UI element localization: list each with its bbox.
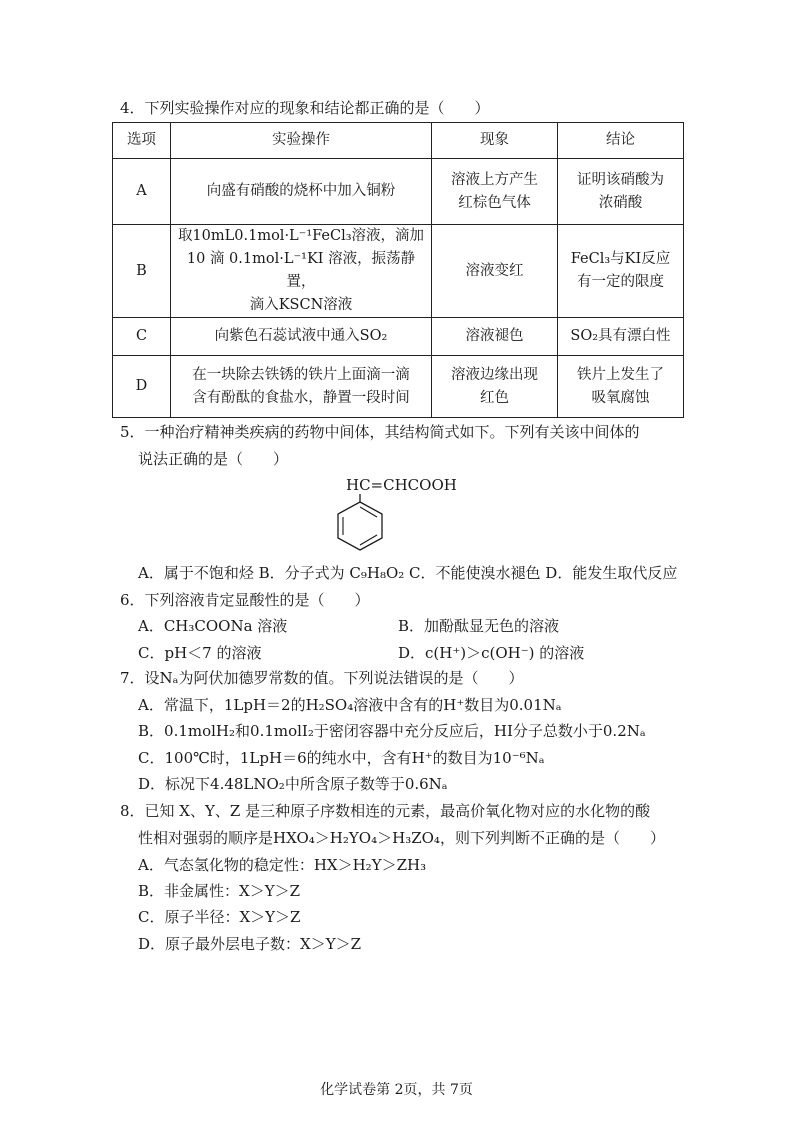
- table-row: [113, 356, 684, 418]
- q5-stem-line1: 5．一种治疗精神类疾病的药物中间体，其结构简式如下。下列有关该中间体的: [120, 423, 640, 441]
- benzene-ring-structure: [330, 494, 390, 556]
- experiment-table: [112, 122, 684, 418]
- q8-option-b: B．非金属性：X＞Y＞Z: [138, 882, 301, 900]
- q6-option-c: C．pH＜7 的溶液: [138, 644, 262, 662]
- q6-option-b: B．加酚酞显无色的溶液: [398, 617, 560, 635]
- option-cell: B: [113, 225, 171, 318]
- phenomenon-cell: 溶液变红: [432, 225, 558, 318]
- structure-formula-label: HC=CHCOOH: [346, 476, 457, 494]
- phenomenon-cell: 溶液褪色: [432, 318, 558, 356]
- operation-cell: 向紫色石蕊试液中通入SO₂: [171, 318, 432, 356]
- operation-cell: 在一块除去铁锈的铁片上面滴一滴 含有酚酞的食盐水，静置一段时间: [171, 356, 432, 418]
- q7-option-b: B．0.1molH₂和0.1molI₂于密闭容器中充分反应后，HI分子总数小于0.2Nₐ: [138, 722, 646, 740]
- q8-option-c: C．原子半径：X＞Y＞Z: [138, 908, 301, 926]
- page-footer: 化学试卷第 2页，共 7页: [320, 1082, 473, 1098]
- option-cell: C: [113, 318, 171, 356]
- q8-option-d: D．原子最外层电子数：X＞Y＞Z: [138, 935, 362, 953]
- q7-stem: 7．设Nₐ为阿伏加德罗常数的值。下列说法错误的是（ ）: [120, 669, 524, 687]
- table-header-row: [113, 123, 684, 159]
- q7-option-a: A．常温下，1LpH＝2的H₂SO₄溶液中含有的H⁺数目为0.01Nₐ: [138, 696, 562, 714]
- table-row: [113, 159, 684, 225]
- q8-option-a: A．气态氢化物的稳定性：HX＞H₂Y＞ZH₃: [138, 856, 427, 874]
- option-cell: D: [113, 356, 171, 418]
- conclusion-cell: 证明该硝酸为 浓硝酸: [558, 159, 684, 225]
- phenomenon-cell: 溶液上方产生 红棕色气体: [432, 159, 558, 225]
- conclusion-cell: FeCl₃与KI反应 有一定的限度: [558, 225, 684, 318]
- operation-cell: 取10mL0.1mol·L⁻¹FeCl₃溶液，滴加 10 滴 0.1mol·L⁻¹KI 溶液，振荡静置， 滴入KSCN溶液: [171, 225, 432, 318]
- phenomenon-cell: 溶液边缘出现 红色: [432, 356, 558, 418]
- conclusion-cell: SO₂具有漂白性: [558, 318, 684, 356]
- header-cell: 实验操作: [171, 123, 432, 159]
- option-cell: A: [113, 159, 171, 225]
- q5-options: A．属于不饱和烃 B．分子式为 C₉H₈O₂ C．不能使溴水褪色 D．能发生取代反应: [138, 564, 678, 582]
- table-row: [113, 318, 684, 356]
- q6-option-a: A．CH₃COONa 溶液: [138, 617, 288, 635]
- q4-stem: 4．下列实验操作对应的现象和结论都正确的是（ ）: [120, 99, 490, 117]
- q7-option-c: C．100℃时，1LpH＝6的纯水中，含有H⁺的数目为10⁻⁶Nₐ: [138, 749, 545, 767]
- q8-stem-line2: 性相对强弱的顺序是HXO₄＞H₂YO₄＞H₃ZO₄，则下列判断不正确的是（ ）: [138, 829, 665, 847]
- q8-stem-line1: 8．已知 X、Y、Z 是三种原子序数相连的元素，最高价氧化物对应的水化物的酸: [120, 802, 651, 820]
- q7-option-d: D．标况下4.48LNO₂中所含原子数等于0.6Nₐ: [138, 775, 448, 793]
- header-cell: 现象: [432, 123, 558, 159]
- operation-cell: 向盛有硝酸的烧杯中加入铜粉: [171, 159, 432, 225]
- table-row: [113, 225, 684, 318]
- header-cell: 选项: [113, 123, 171, 159]
- q6-option-d: D．c(H⁺)＞c(OH⁻) 的溶液: [398, 644, 585, 662]
- header-cell: 结论: [558, 123, 684, 159]
- q5-stem-line2: 说法正确的是（ ）: [138, 450, 289, 468]
- q6-stem: 6．下列溶液肯定显酸性的是（ ）: [120, 591, 370, 609]
- conclusion-cell: 铁片上发生了 吸氧腐蚀: [558, 356, 684, 418]
